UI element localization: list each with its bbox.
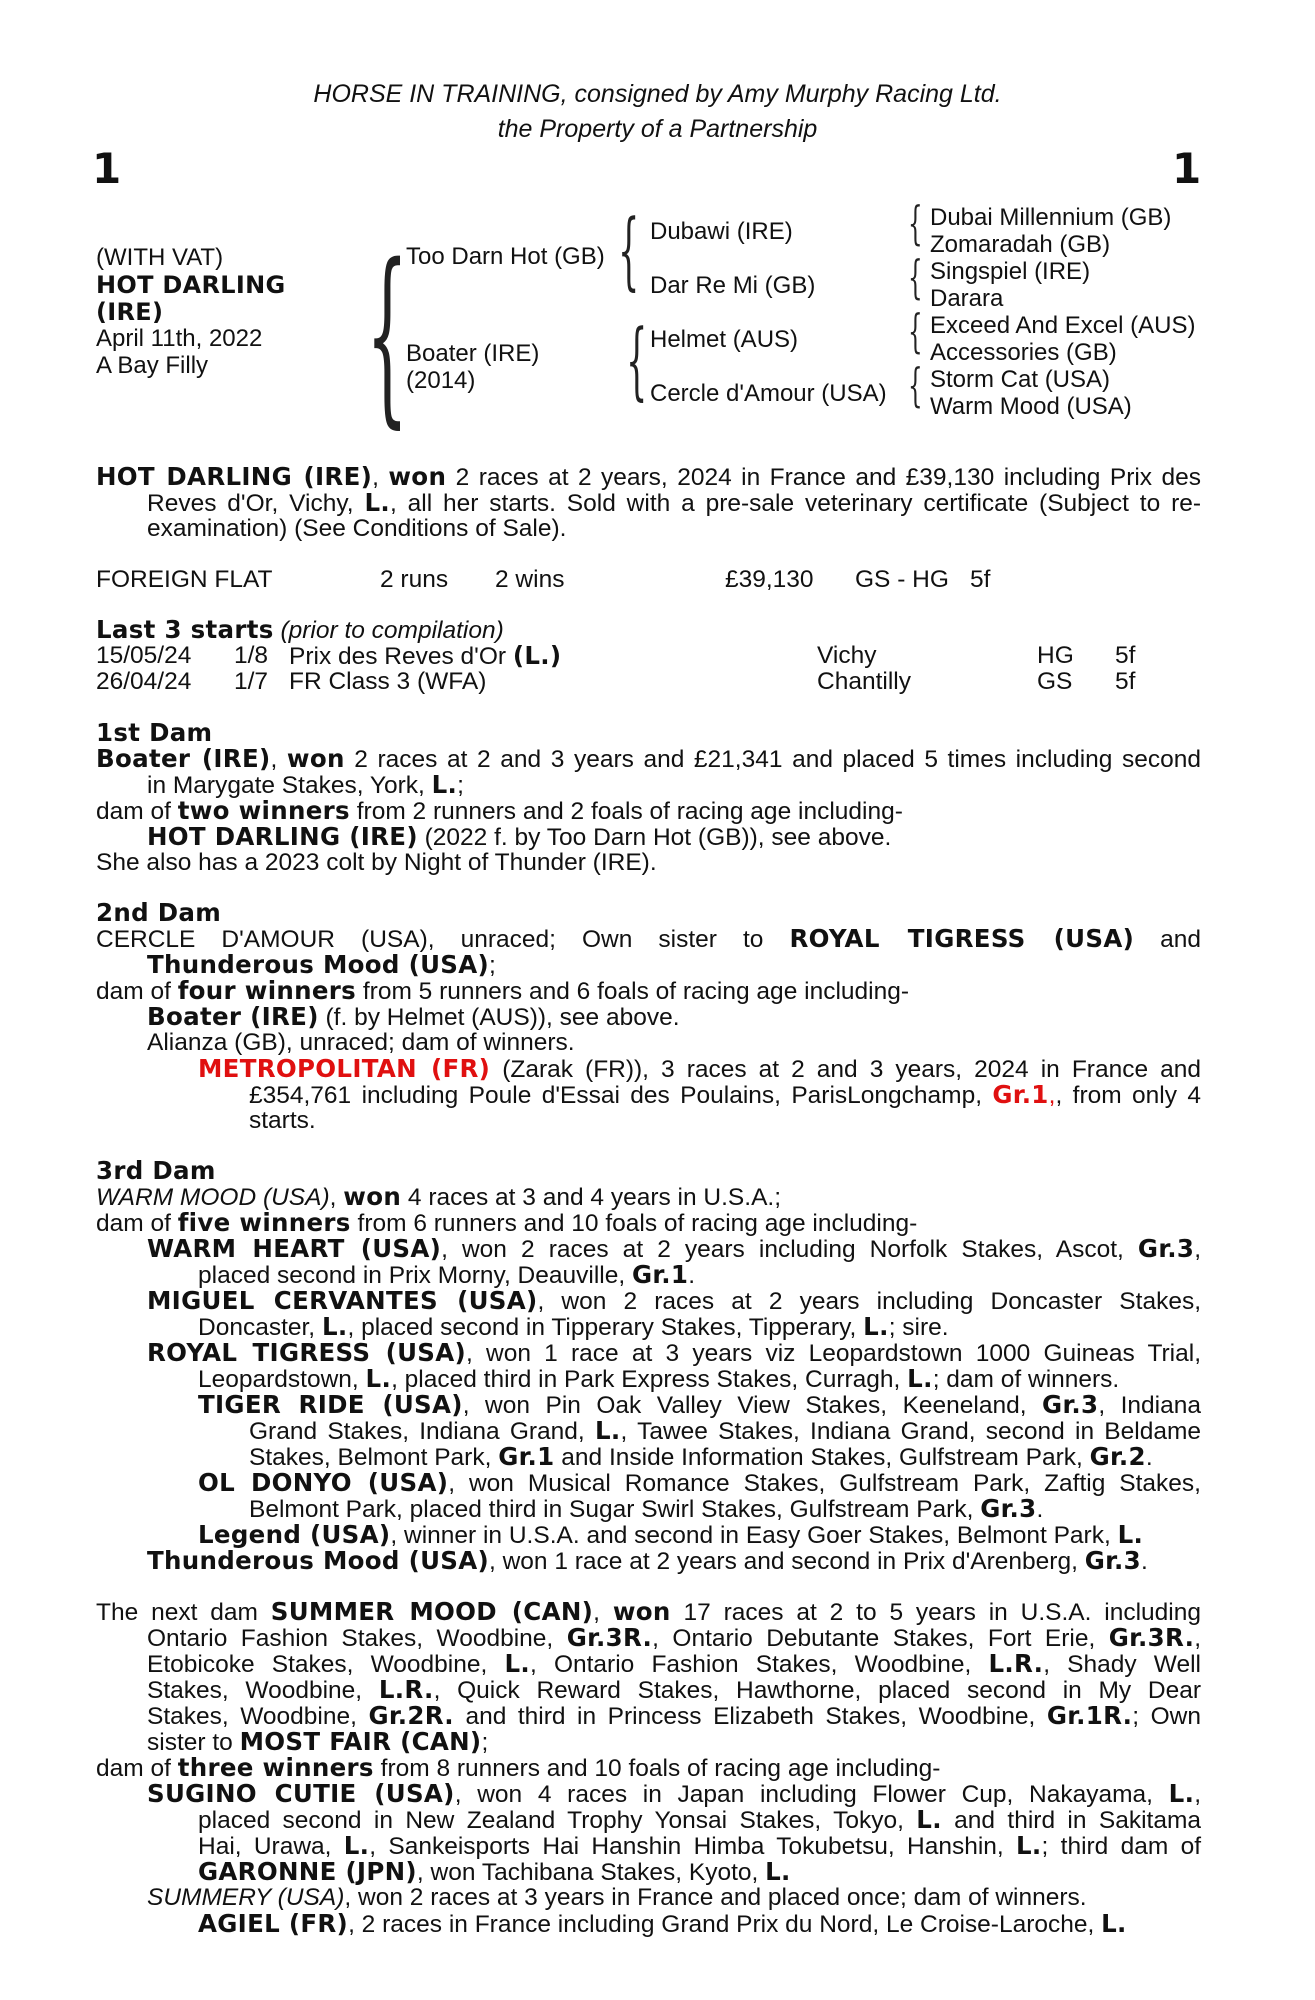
pedigree-dam-year: (2014) [406,367,476,394]
second-dam-line1: CERCLE D'AMOUR (USA), unraced; Own sister to ROYAL TIGRESS (USA) and [96,924,1201,953]
tiger-ride-line2: Grand Stakes, Indiana Grand, L., Tawee Stakes, Indiana Grand, second in Beldame [249,1416,1201,1445]
start-race: FR Class 3 (WFA) [289,668,487,695]
horse-description: A Bay Filly [96,352,209,379]
first-dam-line2: in Marygate Stakes, York, L.; [147,770,464,799]
sugino-line1: SUGINO CUTIE (USA), won 4 races in Japan including Flower Cup, Nakayama, L., [147,1779,1202,1808]
first-dam-heading: 1st Dam [96,718,213,747]
lot-number-right: 1 [1172,144,1202,193]
first-dam-also: She also has a 2023 colt by Night of Thunder (IRE). [96,849,657,876]
pedigree-brace-dam: { [626,311,648,409]
pedigree-brace-sd: { [908,250,923,304]
first-dam-produce: dam of two winners from 2 runners and 2 foals of racing age including- [96,796,903,825]
next-dam-line6: sister to MOST FAIR (CAN); [147,1727,489,1756]
next-dam-produce: dam of three winners from 8 runners and 10 foals of racing age including- [96,1753,941,1782]
agiel-line: AGIEL (FR), 2 races in France including Grand Prix du Nord, Le Croise-Laroche, L. [198,1909,1127,1938]
pedigree-brace-dd: { [908,358,923,412]
third-dam-produce: dam of five winners from 6 runners and 10 foals of racing age including- [96,1208,918,1237]
ol-donyo-line2: Belmont Park, placed third in Sugar Swirl Stakes, Gulfstream Park, Gr.3. [249,1494,1044,1523]
first-dam-line1: Boater (IRE), won 2 races at 2 and 3 years and £21,341 and placed 5 times including second [96,744,1201,773]
second-dam-line2: Thunderous Mood (USA); [147,950,496,979]
third-dam-line1: WARM MOOD (USA), won 4 races at 3 and 4 years in U.S.A.; [96,1182,782,1211]
start-course: Chantilly [817,668,911,695]
record-label: FOREIGN FLAT [96,566,273,593]
next-dam-line5: Stakes, Woodbine, Gr.2R. and third in Princess Elizabeth Stakes, Woodbine, Gr.1R.; Own [147,1701,1201,1730]
pedigree-ddd: Warm Mood (USA) [930,393,1132,420]
pedigree-dam-name: Boater (IRE) [406,340,540,367]
metropolitan-line3: starts. [249,1107,316,1134]
pedigree-dss: Exceed And Excel (AUS) [930,312,1196,339]
summary-line2: Reves d'Or, Vichy, L., all her starts. Sold with a pre-sale veterinary certificate (Subject to re- [147,488,1202,517]
pedigree-sire-sire: Dubawi (IRE) [650,218,793,245]
consignor-line: HORSE IN TRAINING, consigned by Amy Murphy Racing Ltd. [313,80,1002,108]
start-going: GS [1037,668,1073,695]
pedigree-brace-main: { [366,224,409,445]
pedigree-sire: Too Darn Hot (GB) [406,243,605,270]
property-line: the Property of a Partnership [497,115,818,143]
pedigree-dam-dam: Cercle d'Amour (USA) [650,380,887,407]
pedigree-sss: Dubai Millennium (GB) [930,204,1172,231]
legend-line: Legend (USA), winner in U.S.A. and second in Easy Goer Stakes, Belmont Park, L. [198,1520,1144,1549]
pedigree-brace-ds: { [908,304,923,358]
record-wins: 2 wins [495,566,565,593]
start-date: 26/04/24 [96,668,192,695]
second-dam-produce: dam of four winners from 5 runners and 6 foals of racing age including- [96,976,909,1005]
tiger-ride-line3: Stakes, Belmont Park, Gr.1 and Inside Information Stakes, Gulfstream Park, Gr.2. [249,1442,1153,1471]
next-dam-line4: Stakes, Woodbine, L.R., Quick Reward Stakes, Hawthorne, placed second in My Dear [147,1675,1201,1704]
next-dam-line1: The next dam SUMMER MOOD (CAN), won 17 races at 2 to 5 years in U.S.A. including [96,1597,1201,1626]
record-runs: 2 runs [380,566,449,593]
foaling-date: April 11th, 2022 [96,325,263,352]
next-dam-line2: Ontario Fashion Stakes, Woodbine, Gr.3R., Ontario Debutante Stakes, Fort Erie, Gr.3R., [147,1623,1201,1652]
summery-line: SUMMERY (USA), won 2 races at 3 years in France and placed once; dam of winners. [147,1884,1087,1911]
start-going: HG [1037,642,1074,669]
second-dam-heading: 2nd Dam [96,898,222,927]
pedigree-brace-sire: { [618,201,640,299]
horse-name-line1: HOT DARLING [96,271,286,299]
record-distance: 5f [970,566,991,593]
second-dam-progeny-boater: Boater (IRE) (f. by Helmet (AUS)), see above. [147,1002,680,1031]
royal-tigress-line2: Leopardstown, L., placed third in Park Express Stakes, Curragh, L.; dam of winners. [198,1364,1120,1393]
horse-name-line2: (IRE) [96,298,164,326]
lot-number-left: 1 [92,144,122,193]
start-distance: 5f [1115,668,1136,695]
next-dam-line3: Etobicoke Stakes, Woodbine, L., Ontario Fashion Stakes, Woodbine, L.R., Shady Well [147,1649,1201,1678]
sugino-line2: placed second in New Zealand Trophy Yonsai Stakes, Tokyo, L. and third in Sakitama [198,1805,1201,1834]
vat-note: (WITH VAT) [96,244,224,271]
tiger-ride-line1: TIGER RIDE (USA), won Pin Oak Valley View Stakes, Keeneland, Gr.3, Indiana [198,1390,1201,1419]
pedigree-sdd: Darara [930,285,1004,312]
summary-line1: HOT DARLING (IRE), won 2 races at 2 years, 2024 in France and £39,130 including Prix des [96,462,1201,491]
warm-heart-line2: placed second in Prix Morny, Deauville, Gr.1. [198,1260,696,1289]
royal-tigress-line1: ROYAL TIGRESS (USA), won 1 race at 3 years viz Leopardstown 1000 Guineas Trial, [147,1338,1201,1367]
first-dam-progeny: HOT DARLING (IRE) (2022 f. by Too Darn Hot (GB)), see above. [147,822,892,851]
start-position: 1/7 [234,668,269,695]
thunderous-mood-line: Thunderous Mood (USA), won 1 race at 2 years and second in Prix d'Arenberg, Gr.3. [147,1546,1148,1575]
start-position: 1/8 [234,642,269,669]
record-earnings: £39,130 [725,566,814,593]
pedigree-dsd: Accessories (GB) [930,339,1117,366]
start-race: Prix des Reves d'Or (L.) [289,641,562,670]
summary-line3: examination) (See Conditions of Sale). [147,515,567,542]
ol-donyo-line1: OL DONYO (USA), won Musical Romance Stakes, Gulfstream Park, Zaftig Stakes, [198,1468,1201,1497]
pedigree-dds: Storm Cat (USA) [930,366,1111,393]
pedigree-brace-ss: { [908,196,923,250]
pedigree-sire-dam: Dar Re Mi (GB) [650,272,816,299]
pedigree-dam-sire: Helmet (AUS) [650,326,799,353]
second-dam-progeny-alianza: Alianza (GB), unraced; dam of winners. [147,1029,575,1056]
metropolitan-line1: METROPOLITAN (FR) (Zarak (FR)), 3 races at 2 and 3 years, 2024 in France and [198,1054,1201,1083]
start-distance: 5f [1115,642,1136,669]
sugino-line3: Hai, Urawa, L., Sankeisports Hai Hanshin Himba Tokubetsu, Hanshin, L.; third dam of [198,1831,1201,1860]
start-date: 15/05/24 [96,642,192,669]
last3-heading: Last 3 starts (prior to compilation) [96,615,504,644]
pedigree-sds: Singspiel (IRE) [930,258,1091,285]
start-course: Vichy [817,642,877,669]
miguel-line2: Doncaster, L., placed second in Tipperary Stakes, Tipperary, L.; sire. [198,1312,949,1341]
third-dam-heading: 3rd Dam [96,1156,216,1185]
warm-heart-line1: WARM HEART (USA), won 2 races at 2 years including Norfolk Stakes, Ascot, Gr.3, [147,1234,1201,1263]
miguel-line1: MIGUEL CERVANTES (USA), won 2 races at 2 years including Doncaster Stakes, [147,1286,1201,1315]
metropolitan-line2: £354,761 including Poule d'Essai des Poulains, ParisLongchamp, Gr.1,, from only 4 [249,1080,1201,1109]
pedigree-ssd: Zomaradah (GB) [930,231,1111,258]
sugino-line4: GARONNE (JPN), won Tachibana Stakes, Kyoto, L. [198,1857,791,1886]
record-going: GS - HG [855,566,949,593]
